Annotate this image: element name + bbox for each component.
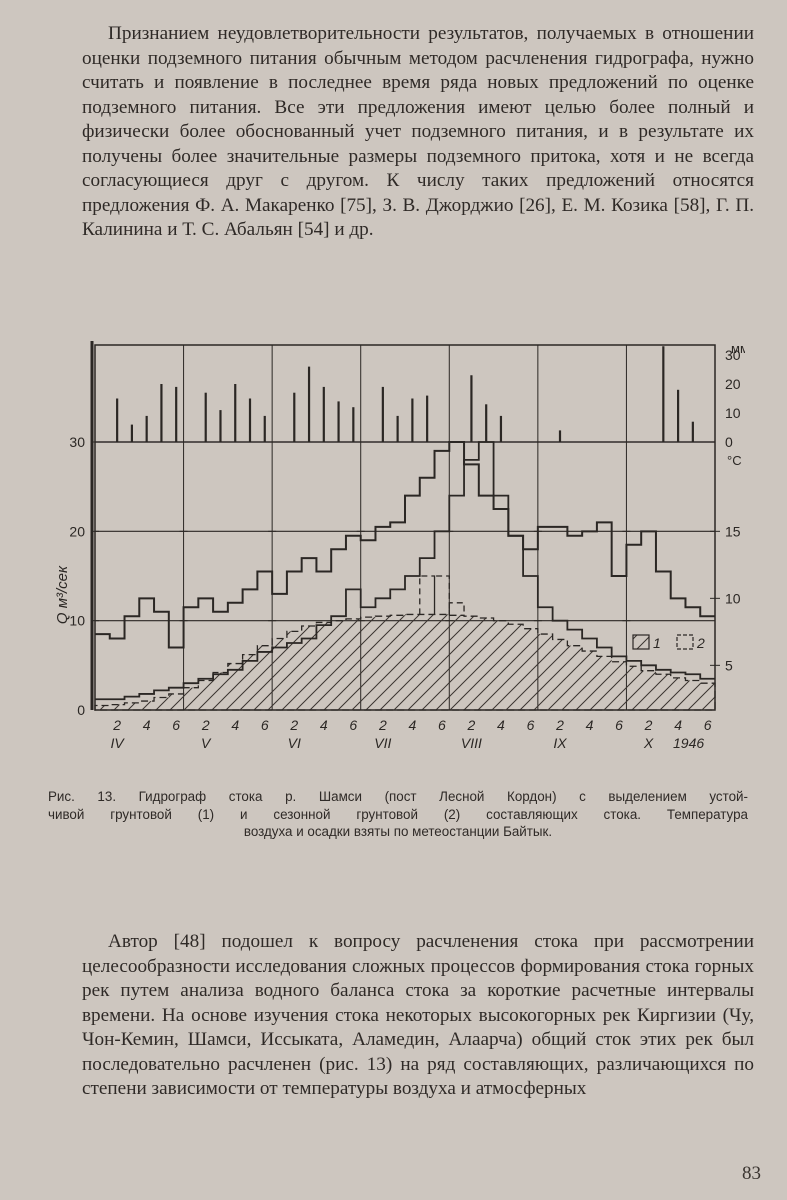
temp-tick-label: 15 xyxy=(725,523,741,540)
precip-tick-label: 0 xyxy=(725,434,733,450)
temp-tick-label: 5 xyxy=(725,657,733,674)
q-tick-label: 30 xyxy=(69,434,85,450)
x-tick-label: 6 xyxy=(349,717,358,733)
x-tick-label: 2 xyxy=(378,717,387,733)
caption-line-2: чивой грунтовой (1) и сезонной грунтовой (2) составляющих стока. Температура xyxy=(48,806,748,822)
x-tick-label: 6 xyxy=(260,717,269,733)
x-tick-label: 6 xyxy=(615,717,623,733)
x-tick-label: 6 xyxy=(526,717,535,733)
x-tick-label: 6 xyxy=(438,717,446,733)
month-label: VI xyxy=(287,735,301,751)
page-number: 83 xyxy=(742,1163,761,1184)
q-tick-label: 10 xyxy=(69,612,85,629)
x-tick-label: 4 xyxy=(585,717,594,733)
month-label: VII xyxy=(374,735,392,751)
x-tick-label: 4 xyxy=(408,717,417,733)
x-tick-label: 2 xyxy=(556,717,564,733)
caption-line-1: Рис. 13. Гидрограф стока р. Шамси (пост Лесной Кордон) с выделением устой- xyxy=(48,789,748,804)
x-tick-label: 4 xyxy=(142,717,151,733)
q-tick-label: 0 xyxy=(77,702,85,718)
x-tick-label: 6 xyxy=(703,717,712,733)
x-tick-label: 2 xyxy=(644,717,653,733)
legend-swatch-2 xyxy=(677,635,693,649)
month-label: X xyxy=(643,735,654,751)
precip-tick-label: 30 xyxy=(725,347,741,363)
x-tick-label: 2 xyxy=(113,717,122,733)
temp-tick-label: 10 xyxy=(725,590,741,607)
x-tick-label: 4 xyxy=(674,717,682,733)
hydrograph-figure xyxy=(55,335,745,790)
legend-label-1: 1 xyxy=(653,635,661,651)
paragraph-method: Автор [48] подошел к вопросу расчленения стока при рассмотрении целесообразности исследования сложных процессов формирования стока горных рек путем анализа водного баланса стока за короткие расчетные интервалы времени. На основе изучения стока некоторых высокогорных рек Киргизии (Чу, Чон-Кемин, Шамси, Иссыката, Аламедин, Алаарча) общий сток этих рек был последовательно расчленен (рис. 13) на ряд составляющих, различающихся по степени зависимости от температуры воздуха и атмосферных xyxy=(82,931,754,1099)
x-tick-label: 2 xyxy=(201,717,210,733)
legend-label-2: 2 xyxy=(697,635,705,651)
precip-tick-label: 20 xyxy=(725,376,741,392)
precip-tick-label: 10 xyxy=(725,405,741,421)
series-2-line xyxy=(420,576,464,616)
temp-axis-unit: °С xyxy=(727,453,742,468)
caption-line-3: воздуха и осадки взяты по метеостанции Байтык. xyxy=(243,824,553,839)
month-label: IX xyxy=(553,735,567,751)
hydrograph-chart xyxy=(55,335,745,785)
x-tick-label: 4 xyxy=(319,717,328,733)
q-tick-label: 20 xyxy=(69,523,85,540)
x-tick-label: 4 xyxy=(497,717,505,733)
x-tick-label: 6 xyxy=(172,717,181,733)
month-label: V xyxy=(201,735,211,751)
paragraph-intro: Признанием неудовлетворительности результатов, получаемых в отношении оценки подземного питания обычным методом расчленения гидрографа, нужно считать и появление в последнее время ряда новых предложений по оценке подземного питания. Все эти предложения имеют целью более полный и физически более обоснованный учет подземного питания, и в результате их получены более значительные размеры подземного притока, хотя и не всегда согласующиеся друг с другом. К числу таких предложений относятся предложения Ф. А. Макаренко [75], З. В. Джорджио [26], Е. М. Козика [58], Г. П. Калинина и Т. С. Абальян [54] и др. xyxy=(82,23,754,240)
precip-axis-unit: мм xyxy=(731,341,745,356)
q-axis-label: Q м³/сек xyxy=(55,565,71,625)
year-label: 1946 xyxy=(673,735,705,751)
month-label: VIII xyxy=(460,735,482,751)
legend-swatch-1 xyxy=(633,635,649,649)
x-tick-label: 2 xyxy=(467,717,476,733)
series-1-area xyxy=(95,614,715,710)
figure-caption xyxy=(48,788,748,841)
x-tick-label: 4 xyxy=(231,717,240,733)
month-label: IV xyxy=(110,735,124,751)
x-tick-label: 2 xyxy=(290,717,299,733)
